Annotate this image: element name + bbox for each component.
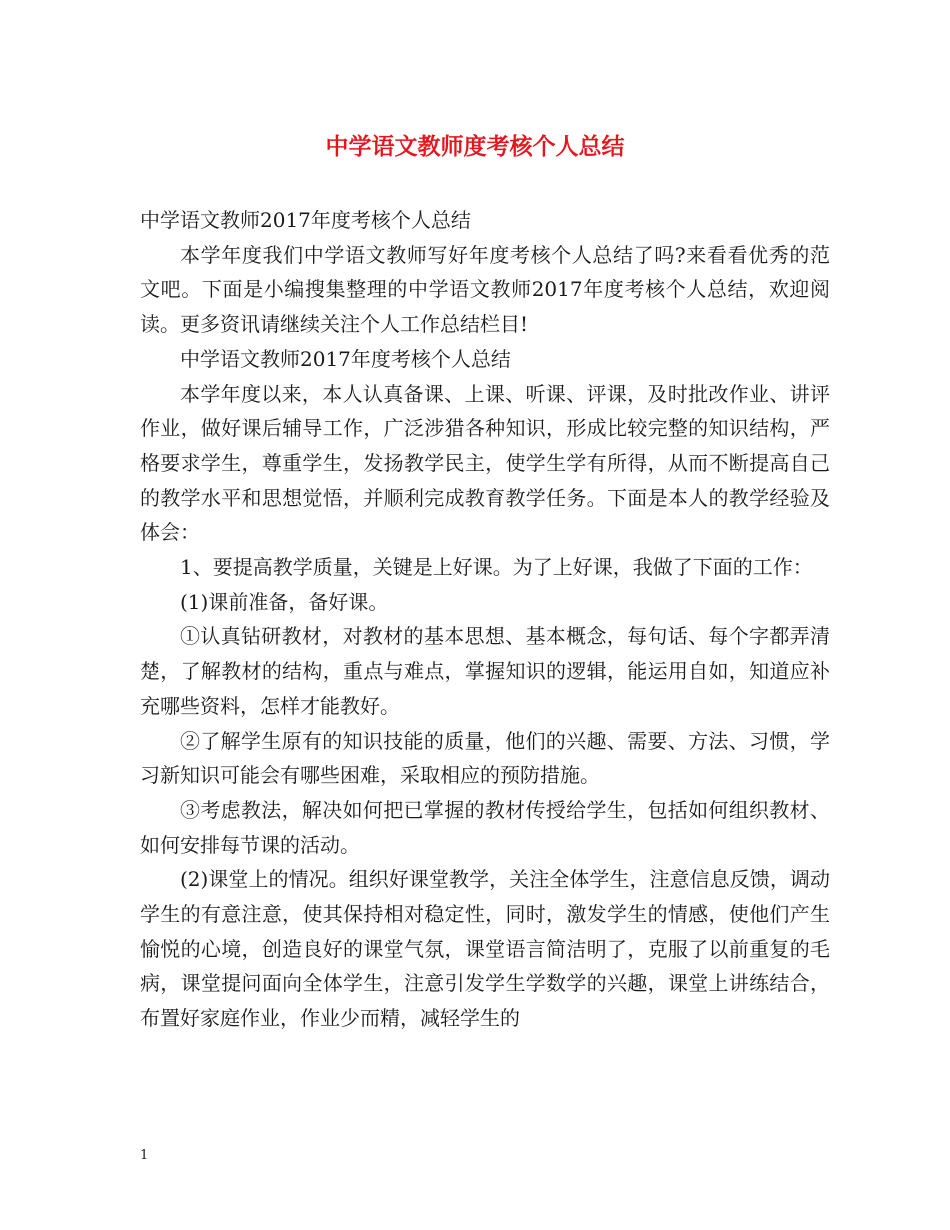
document-title: 中学语文教师度考核个人总结 — [325, 133, 625, 160]
paragraph: (2)课堂上的情况。组织好课堂教学，关注全体学生，注意信息反馈，调动学生的有意注意，使其保持相对稳定性，同时，激发学生的情感，使他们产生愉悦的心境，创造良好的课堂气氛，课堂语言简洁明了，克服了以前重复的毛病，课堂提问面向全体学生，注意引发学生学数学的兴趣，课堂上讲练结合，布置好家庭作业，作业少而精，减轻学生的 — [140, 867, 830, 1031]
paragraph: 中学语文教师2017年度考核个人总结 — [180, 346, 511, 371]
paragraph: ②了解学生原有的知识技能的质量，他们的兴趣、需要、方法、习惯，学习新知识可能会有哪些困难，采取相应的预防措施。 — [140, 728, 830, 788]
document-body — [140, 203, 830, 1036]
paragraph: 中学语文教师2017年度考核个人总结 — [140, 208, 471, 232]
paragraph: 本学年度我们中学语文教师写好年度考核个人总结了吗?来看看优秀的范文吧。下面是小编搜集整理的中学语文教师2017年度考核个人总结，欢迎阅读。更多资讯请继续关注个人工作总结栏目! — [140, 242, 830, 337]
paragraph: 1、要提高教学质量，关键是上好课。为了上好课，我做了下面的工作： — [180, 555, 813, 580]
paragraph: ①认真钻研教材，对教材的基本思想、基本概念，每句话、每个字都弄清楚，了解教材的结构，重点与难点，掌握知识的逻辑，能运用自如，知道应补充哪些资料，怎样才能教好。 — [140, 624, 830, 718]
paragraph: 本学年度以来，本人认真备课、上课、听课、评课，及时批改作业、讲评作业，做好课后辅导工作，广泛涉猎各种知识，形成比较完整的知识结构，严格要求学生，尊重学生，发扬教学民主，使学生学有所得，从而不断提高自己的教学水平和思想觉悟，并顺利完成教育教学任务。下面是本人的教学经验及体会： — [140, 381, 830, 545]
paragraph: ③考虑教法，解决如何把已掌握的教材传授给学生，包括如何组织教材、如何安排每节课的活动。 — [140, 797, 830, 857]
paragraph: (1)课前准备，备好课。 — [180, 589, 389, 614]
page-number: 1 — [140, 1148, 149, 1163]
